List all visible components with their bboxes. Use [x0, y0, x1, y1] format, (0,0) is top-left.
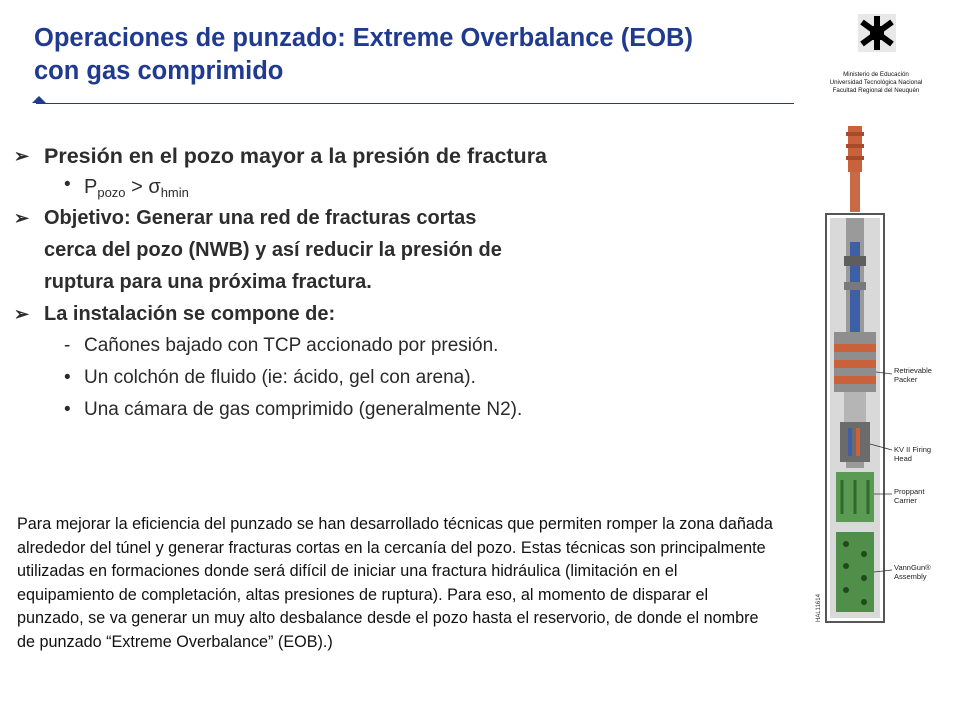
label-retrievable-packer: Retrievable [894, 366, 932, 375]
pressure-formula [14, 172, 704, 202]
formula-p: P [84, 176, 98, 198]
tool-string-diagram [808, 122, 956, 632]
bullet-installation-text: La instalación se compone de: [44, 303, 336, 325]
firing-head-icon [840, 422, 870, 462]
vanngun-assembly-icon [836, 532, 874, 612]
ministry-line: Ministerio de Educación [843, 71, 909, 78]
component-marker: - [64, 335, 71, 356]
component-marker: • [64, 367, 71, 388]
label-firing-head: KV II Firing [894, 445, 932, 454]
slide-title [34, 22, 874, 88]
component-text: Cañones bajado con TCP accionado por presión. [84, 335, 499, 356]
bullet-pressure [14, 140, 704, 172]
formula-sigma: σ [148, 176, 161, 198]
bullet-arrow-icon: ➢ [14, 146, 30, 166]
title-marker-icon [32, 96, 46, 103]
body-paragraph: Para mejorar la eficiencia del punzado se han desarrollado técnicas que permiten romper la zona dañada alrededor del túnel y generar fracturas cortas en la cercanía del pozo. Estas técnicas son principalmente utilizadas en formaciones donde será difícil de iniciar una fractura hidráulica (limitación en el equipamiento de completación, altas presiones de ruptura). Para eso, al momento de disparar el punzado, se va generar un muy alto desbalance desde el pozo hasta el reservorio, de donde el nombre de punzado “Extreme Overbalance” (EOB).) [17, 515, 773, 651]
label-vanngun-assembly: VannGun® [894, 563, 931, 572]
formula-sigma-sub: hmin [160, 185, 189, 200]
formula-p-sub: pozo [97, 185, 126, 200]
bullet-objective-line: ruptura para una próxima fractura. [44, 271, 372, 293]
component-text: Una cámara de gas comprimido (generalmente N2). [84, 399, 523, 420]
slide-title-line-1: Operaciones de punzado: Extreme Overbalance (EOB) [34, 24, 693, 52]
label-proppant-carrier: Proppant [894, 487, 925, 496]
label-firing-head: Head [894, 454, 912, 463]
component-item [14, 394, 704, 426]
label-retrievable-packer: Packer [894, 375, 918, 384]
label-vanngun-assembly: Assembly [894, 572, 927, 581]
bullet-objective-line: cerca del pozo (NWB) y así reducir la presión de [44, 239, 502, 261]
ministry-line: Facultad Regional del Neuquén [832, 87, 920, 94]
bullet-installation [14, 298, 704, 330]
component-text: Un colchón de fluido (ie: ácido, gel con arena). [84, 367, 476, 388]
ministry-line: Universidad Tecnológica Nacional [829, 79, 923, 86]
bullet-list [14, 140, 704, 426]
bullet-objective-line: Objetivo: Generar una red de fracturas cortas [44, 207, 477, 229]
bullet-objective [14, 202, 704, 234]
title-divider [36, 103, 794, 104]
bullet-arrow-icon: ➢ [14, 208, 30, 228]
component-item [14, 330, 704, 362]
slide-title-line-2: con gas comprimido [34, 57, 284, 85]
component-item [14, 362, 704, 394]
formula-operator: > [131, 176, 143, 198]
label-proppant-carrier: Carrier [894, 496, 917, 505]
sub-bullet-dot-icon: • [64, 174, 71, 195]
diagram-code: HAL11614 [816, 594, 822, 622]
formula-text [84, 176, 189, 200]
ministry-caption [806, 71, 946, 95]
bullet-arrow-icon: ➢ [14, 304, 30, 324]
component-marker: • [64, 399, 71, 420]
bullet-pressure-text: Presión en el pozo mayor a la presión de fractura [44, 144, 548, 168]
utn-logo-icon [858, 14, 896, 52]
